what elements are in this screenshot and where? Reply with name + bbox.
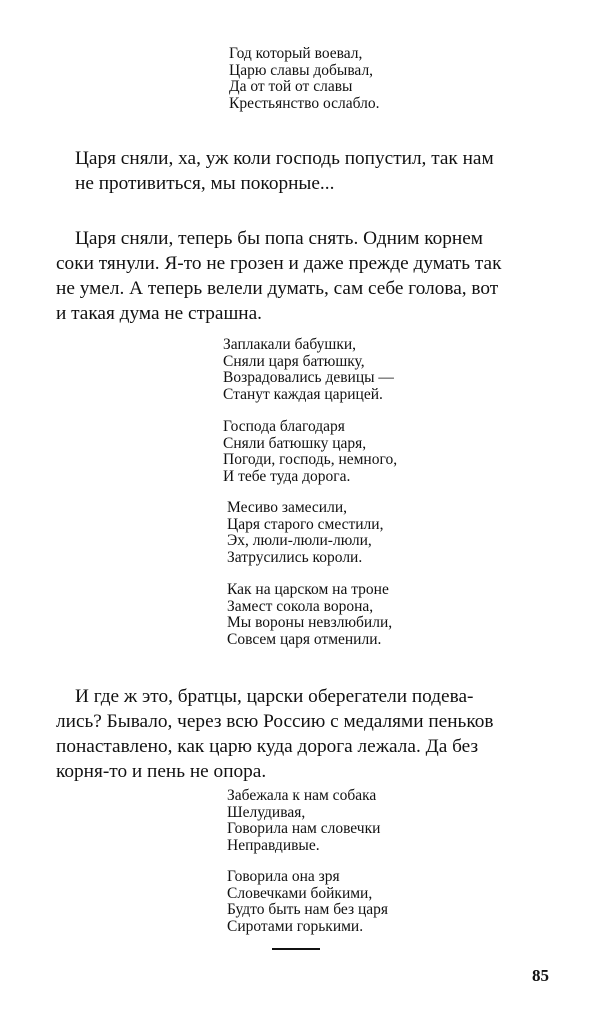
verse-line: Да от той от славы	[229, 78, 353, 96]
verse-line: Мы вороны невзлюбили,	[227, 614, 393, 632]
stanza-5	[227, 582, 392, 648]
stanza-1	[229, 46, 379, 112]
verse-line: Крестьянство ослабло.	[229, 94, 380, 112]
paragraph-2	[56, 226, 553, 326]
verse-line: Станут каждая царицей.	[223, 385, 383, 403]
prose-line: не противиться, мы покорные...	[75, 173, 335, 194]
verse-line: Говорила нам словечки	[227, 820, 381, 838]
verse-line: Неправдивые.	[227, 836, 320, 854]
verse-line: Сиротами горькими.	[227, 917, 364, 935]
verse-line: Сняли батюшку царя,	[223, 434, 367, 452]
verse-line: Затрусились короли.	[227, 548, 363, 566]
verse-line: Возрадовались девицы —	[223, 369, 394, 387]
prose-line: лись? Бывало, через всю Россию с медалями пеньков	[56, 711, 494, 732]
paragraph-3	[56, 684, 553, 784]
verse-line: Эх, люли-люли-люли,	[227, 532, 372, 550]
verse-line: Сняли царя батюшку,	[223, 352, 365, 370]
verse-line: Месиво замесили,	[227, 499, 348, 516]
verse-line: Господа благодаря	[223, 418, 345, 435]
verse-line: Словечками бойкими,	[227, 884, 373, 902]
section-divider	[272, 948, 320, 950]
prose-line: Царя сняли, ха, уж коли господь попустил, так нам	[75, 148, 494, 169]
stanza-6	[227, 788, 380, 854]
prose-line: и такая дума не страшна.	[56, 303, 262, 324]
verse-line: Как на царском на троне	[227, 581, 389, 598]
verse-line: И тебе туда дорога.	[223, 467, 351, 485]
stanza-4	[227, 500, 383, 566]
verse-line: Говорила она зря	[227, 868, 340, 885]
page-number: 85	[532, 966, 549, 985]
verse-line: Замест сокола ворона,	[227, 597, 374, 615]
paragraph-1	[75, 146, 553, 196]
stanza-3	[223, 419, 397, 485]
prose-line: соки тянули. Я-то не грозен и даже прежде думать так	[56, 253, 502, 274]
verse-line: Царю славы добывал,	[229, 61, 374, 79]
verse-line: Заплакали бабушки,	[223, 336, 357, 353]
prose-line: понаставлено, как царю куда дорога лежала. Да без	[56, 736, 479, 757]
verse-line: Будто быть нам без царя	[227, 901, 389, 919]
prose-line: не умел. А теперь велели думать, сам себе голова, вот	[56, 278, 499, 299]
prose-line: Царя сняли, теперь бы попа снять. Одним корнем	[75, 228, 483, 249]
prose-line: И где ж это, братцы, царски оберегатели подева-	[75, 686, 474, 707]
verse-line: Шелудивая,	[227, 803, 306, 821]
verse-line: Забежала к нам собака	[227, 787, 377, 804]
prose-line: корня-то и пень не опора.	[56, 761, 267, 782]
stanza-2	[223, 337, 394, 403]
verse-line: Совсем царя отменили.	[227, 630, 382, 648]
verse-line: Год который воевал,	[229, 45, 363, 62]
stanza-7	[227, 869, 388, 935]
verse-line: Погоди, господь, немного,	[223, 451, 398, 469]
verse-line: Царя старого сместили,	[227, 515, 384, 533]
